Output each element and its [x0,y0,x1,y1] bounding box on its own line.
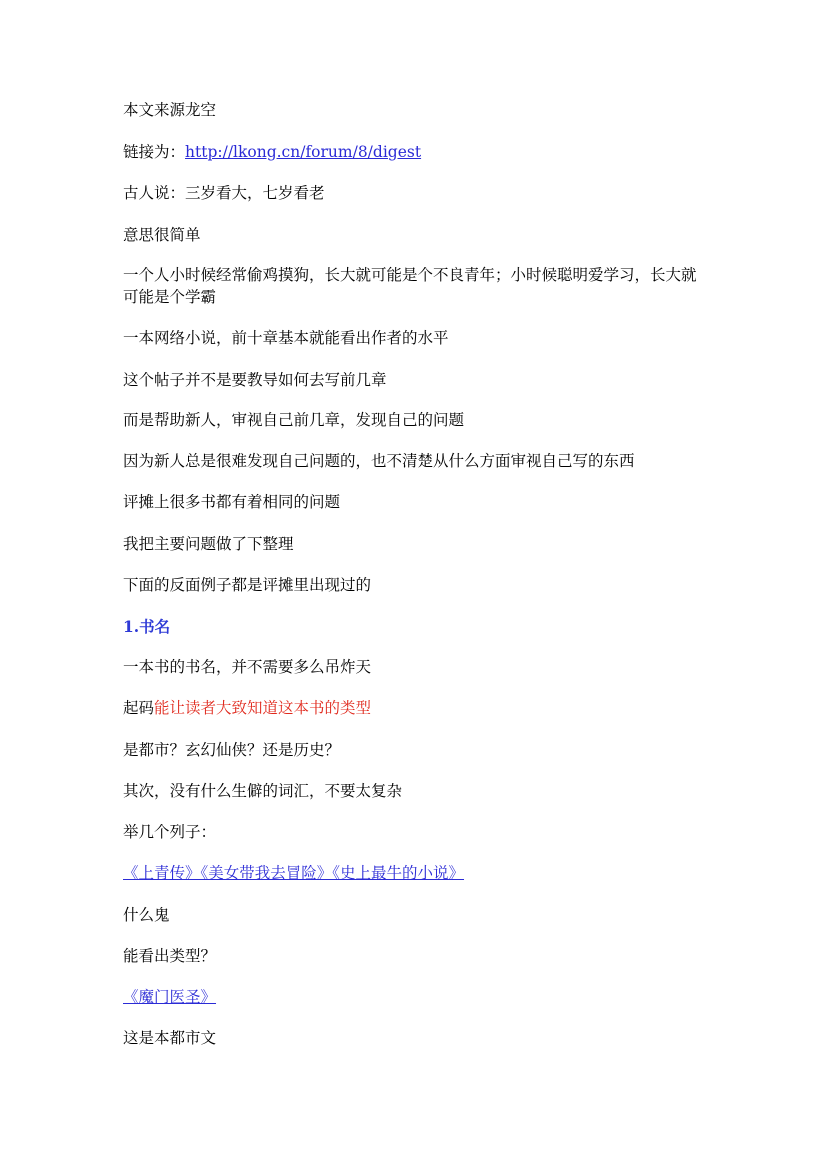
paragraph: 一个人小时候经常偷鸡摸狗，长大就可能是个不良青年；小时候聪明爱学习，长大就可能是个学霸 [123,266,697,306]
examples-line [123,862,713,884]
paragraph: 一本书的书名，并不需要多么吊炸天 [123,658,372,676]
paragraph: 这是本都市文 [123,1029,217,1047]
paragraph: 是都市？玄幻仙侠？还是历史？ [123,741,341,759]
paragraph: 古人说：三岁看大，七岁看老 [123,184,325,202]
paragraph: 评摊上很多书都有着相同的问题 [123,493,341,511]
example2-line [123,986,713,1008]
paragraph: 这个帖子并不是要教导如何去写前几章 [123,371,387,389]
paragraph: 下面的反面例子都是评摊里出现过的 [123,576,372,594]
source-url-link[interactable]: http://lkong.cn/forum/8/digest [185,143,422,161]
paragraph: 什么鬼 [123,906,170,924]
source-line: 本文来源龙空 [123,101,217,119]
link-prefix: 链接为： [123,143,186,161]
paragraph: 因为新人总是很难发现自己问题的，也不清楚从什么方面审视自己写的东西 [123,452,635,470]
section-heading: 1.书名 [123,617,171,636]
highlight-line [123,697,713,719]
paragraph: 能看出类型？ [123,947,217,965]
book-example-link[interactable]: 《魔门医圣》 [123,988,217,1006]
book-examples-link[interactable]: 《上青传》《美女带我去冒险》《史上最牛的小说》 [123,864,465,882]
paragraph: 我把主要问题做了下整理 [123,535,294,553]
highlight-prefix: 起码 [123,699,155,717]
paragraph: 其次，没有什么生僻的词汇，不要太复杂 [123,782,403,800]
paragraph: 意思很简单 [123,226,201,244]
paragraph: 举几个列子： [123,823,217,841]
paragraph: 一本网络小说，前十章基本就能看出作者的水平 [123,329,449,347]
paragraph: 而是帮助新人，审视自己前几章，发现自己的问题 [123,411,465,429]
highlight-text: 能让读者大致知道这本书的类型 [154,699,372,717]
link-line [123,141,713,163]
